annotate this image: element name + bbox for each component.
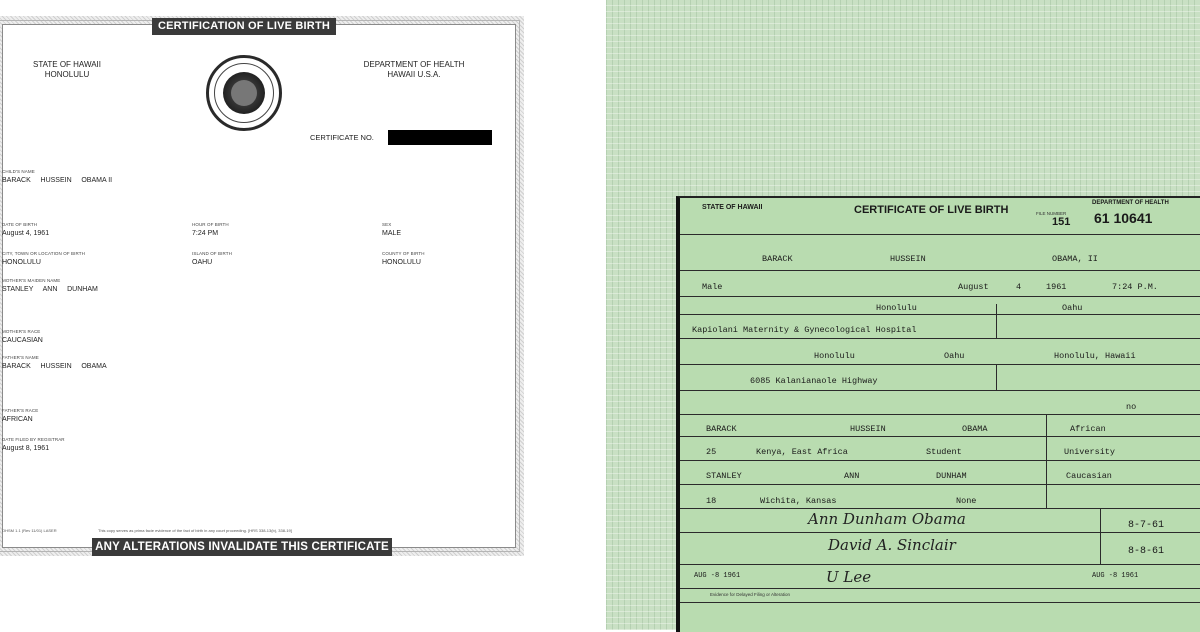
long-form-certificate-photo	[606, 0, 1200, 630]
date-of-birth: August 4, 1961	[2, 230, 50, 237]
lf-date-accepted-registrar: AUG -8 1961	[1092, 572, 1139, 580]
lf-registrar-signature: U Lee	[826, 568, 872, 586]
lf-mother-race: Caucasian	[1066, 471, 1112, 481]
county: HONOLULU	[382, 259, 421, 266]
lf-year: 1961	[1046, 282, 1067, 292]
state-seal-icon	[206, 55, 282, 131]
certificate-no-redacted	[388, 130, 492, 145]
sex: MALE	[382, 230, 402, 237]
lf-father-race: African	[1070, 424, 1106, 434]
certificate-no-label: CERTIFICATE NO.	[310, 133, 374, 142]
lf-street: 6085 Kalanianaole Highway	[750, 376, 878, 386]
mother-maiden-label: MOTHER'S MAIDEN NAME	[2, 278, 61, 283]
lf-father-middle: HUSSEIN	[850, 424, 886, 434]
state-header: STATE OF HAWAII HONOLULU	[33, 60, 101, 79]
lf-mother-first: STANLEY	[706, 471, 742, 481]
lf-father-last: OBAMA	[962, 424, 988, 434]
hour-of-birth: 7:24 PM	[192, 230, 219, 237]
mother-race: CAUCASIAN	[2, 337, 43, 344]
lf-res-state: Honolulu, Hawaii	[1054, 351, 1136, 361]
lf-mother-age: 18	[706, 496, 717, 506]
island-label: ISLAND OF BIRTH	[192, 251, 232, 256]
island: OAHU	[192, 259, 213, 266]
lf-father-occupation: Student	[926, 447, 962, 457]
certification-of-live-birth	[0, 16, 524, 556]
lf-last-name: OBAMA, II	[1052, 254, 1098, 264]
lf-state: STATE OF HAWAII	[702, 204, 763, 211]
lf-month: August	[958, 282, 989, 292]
lf-mother-last: DUNHAM	[936, 471, 967, 481]
lf-birth-island: Oahu	[1062, 303, 1083, 313]
lf-mother-birthplace: Wichita, Kansas	[760, 496, 837, 506]
childs-name: BARACK HUSSEIN OBAMA II	[2, 177, 113, 184]
city: HONOLULU	[2, 259, 41, 266]
lf-title: CERTIFICATE OF LIVE BIRTH	[854, 204, 1009, 216]
hour-label: HOUR OF BIRTH	[192, 222, 229, 227]
lf-file-number: 151	[1052, 216, 1071, 228]
lf-residence-on-farm: no	[1126, 402, 1137, 412]
lf-evidence-label: Evidence for Delayed Filing or Alteration	[710, 592, 791, 597]
lf-sex: Male	[702, 282, 723, 292]
form-number: OHSM 1.1 (Rev 11/01) LASER	[2, 528, 57, 533]
lf-middle-name: HUSSEIN	[890, 254, 926, 264]
childs-name-label: CHILD'S NAME	[2, 169, 35, 174]
lf-father-age: 25	[706, 447, 717, 457]
mother-maiden-name: STANLEY ANN DUNHAM	[2, 286, 98, 293]
lf-mother-occupation: None	[956, 496, 977, 506]
county-label: COUNTY OF BIRTH	[382, 251, 425, 256]
father-race: AFRICAN	[2, 416, 33, 423]
legal-footnote: This copy serves as prima facie evidence of the fact of birth in any court proceeding. [HRS 338-13(b), 338-19]	[98, 528, 292, 533]
mother-race-label: MOTHER'S RACE	[2, 329, 41, 334]
lf-hour: 7:24 P.M.	[1112, 282, 1158, 292]
lf-father-first: BARACK	[706, 424, 737, 434]
lf-res-city: Honolulu	[814, 351, 855, 361]
lf-file-number-label: FILE NUMBER	[1036, 211, 1067, 216]
father-race-label: FATHER'S RACE	[2, 408, 39, 413]
lf-day: 4	[1016, 282, 1022, 292]
alteration-warning: ANY ALTERATIONS INVALIDATE THIS CERTIFICATE	[92, 538, 392, 556]
lf-mother-middle: ANN	[844, 471, 860, 481]
lf-cert-number: 61 10641	[1094, 210, 1153, 226]
lf-parent-signature: Ann Dunham Obama	[808, 510, 966, 528]
father-name: BARACK HUSSEIN OBAMA	[2, 363, 107, 370]
lf-attendant-date: 8-8-61	[1128, 546, 1165, 557]
lf-hospital: Kapiolani Maternity & Gynecological Hospital	[692, 325, 917, 335]
lf-parent-date: 8-7-61	[1128, 520, 1165, 531]
date-filed-label: DATE FILED BY REGISTRAR	[2, 437, 65, 442]
sex-label: SEX	[382, 222, 392, 227]
department-header: DEPARTMENT OF HEALTH HAWAII U.S.A.	[363, 60, 465, 79]
certificate-title: CERTIFICATION OF LIVE BIRTH	[152, 18, 336, 35]
date-filed: August 8, 1961	[2, 445, 50, 452]
long-form-certificate	[676, 196, 1200, 632]
lf-res-island: Oahu	[944, 351, 965, 361]
lf-attendant-signature: David A. Sinclair	[828, 536, 956, 554]
dob-label: DATE OF BIRTH	[2, 222, 38, 227]
lf-father-industry: University	[1064, 447, 1116, 457]
lf-birth-city: Honolulu	[876, 303, 917, 313]
lf-first-name: BARACK	[762, 254, 793, 264]
lf-dept: DEPARTMENT OF HEALTH	[1092, 200, 1169, 206]
lf-date-accepted-local: AUG -8 1961	[694, 572, 741, 580]
father-name-label: FATHER'S NAME	[2, 355, 39, 360]
city-label: CITY, TOWN OR LOCATION OF BIRTH	[2, 251, 85, 256]
lf-father-birthplace: Kenya, East Africa	[756, 447, 848, 457]
